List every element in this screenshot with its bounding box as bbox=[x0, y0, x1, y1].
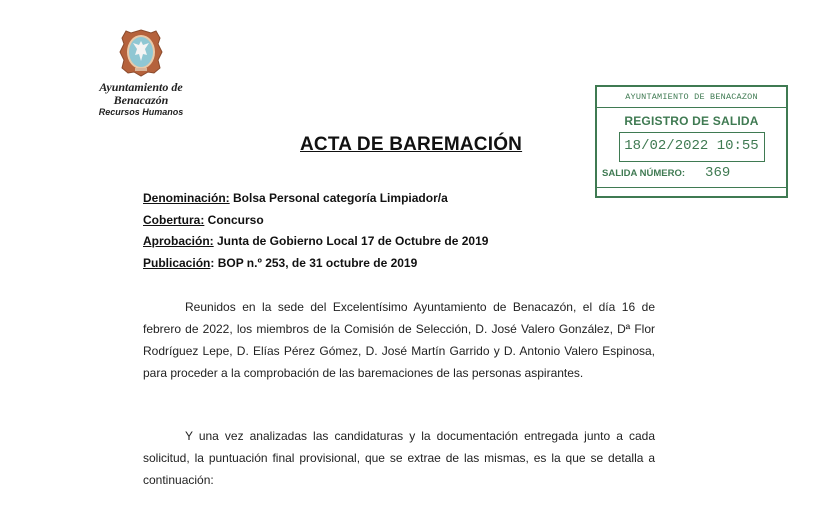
org-name-line1: Ayuntamiento de bbox=[99, 80, 183, 94]
stamp-datetime: 18/02/2022 10:55 bbox=[619, 132, 765, 162]
paragraph-1-text: Reunidos en la sede del Excelentísimo Ayuntamiento de Benacazón, el día 16 de febrero de 2022, los miembros de la Comisión de Selección, D. José Valero González, Dª Flor Rodríguez Lepe, D. Elías Pérez Gómez, D. José Martín Garrido y D. Antonio Valero Espinosa, para proceder a la comprobación de las baremaciones de las personas aspirantes. bbox=[143, 300, 655, 380]
paragraph-1 bbox=[143, 296, 655, 384]
meta-key: Publicación bbox=[143, 255, 211, 270]
meta-row-cobertura bbox=[143, 212, 488, 234]
stamp-number-row bbox=[597, 165, 786, 181]
meta-row-denominacion bbox=[143, 190, 488, 212]
paragraph-2-text: Y una vez analizadas las candidaturas y la documentación entregada junto a cada solicitud, la puntuación final provisional, que se extrae de las mismas, es la que se detalla a continuación: bbox=[143, 429, 655, 487]
registry-stamp bbox=[595, 85, 788, 198]
document-title: ACTA DE BAREMACIÓN bbox=[300, 134, 523, 155]
document-metadata bbox=[143, 190, 488, 276]
meta-value: : BOP n.º 253, de 31 octubre de 2019 bbox=[210, 255, 418, 270]
stamp-number: 369 bbox=[705, 165, 731, 181]
org-name-line2: Benacazón bbox=[113, 93, 169, 107]
meta-row-aprobacion bbox=[143, 233, 488, 255]
coat-of-arms-icon bbox=[118, 28, 164, 78]
meta-key: Denominación: bbox=[143, 191, 230, 205]
stamp-title: REGISTRO DE SALIDA bbox=[624, 114, 759, 128]
meta-row-publicacion bbox=[143, 255, 488, 277]
meta-value: Junta de Gobierno Local 17 de Octubre de 2019 bbox=[213, 234, 489, 248]
meta-value: Bolsa Personal categoría Limpiador/a bbox=[229, 191, 448, 205]
meta-key: Aprobación: bbox=[143, 234, 214, 248]
header-logo-block bbox=[86, 28, 196, 118]
stamp-number-label: SALIDA NÚMERO: bbox=[602, 168, 686, 179]
meta-key: Cobertura: bbox=[143, 212, 205, 227]
paragraph-2 bbox=[143, 425, 655, 491]
meta-value: Concurso bbox=[204, 212, 264, 227]
stamp-divider bbox=[597, 187, 786, 188]
stamp-org: AYUNTAMIENTO DE BENACAZON bbox=[597, 87, 786, 108]
department-name: Recursos Humanos bbox=[98, 107, 184, 117]
